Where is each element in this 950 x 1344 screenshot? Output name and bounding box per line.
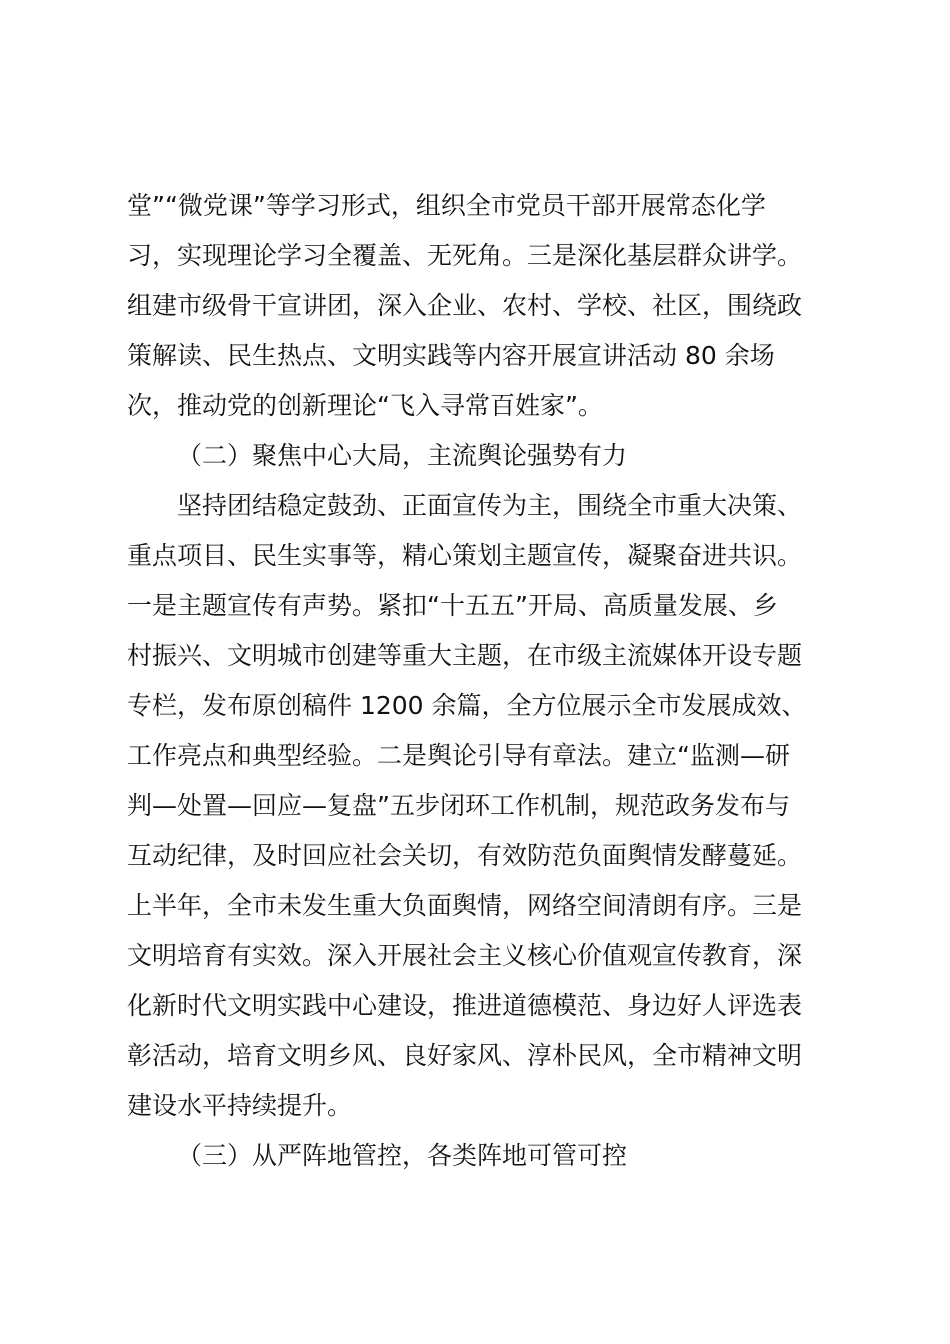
text-line: 化新时代文明实践中心建设，推进道德模范、身边好人评选表 xyxy=(127,991,803,1020)
text-line: 策解读、民生热点、文明实践等内容开展宣讲活动 80 余场 xyxy=(127,341,775,370)
section-heading: （二）聚焦中心大局，主流舆论强势有力 xyxy=(177,441,628,470)
text-line: 一是主题宣传有声势。紧扣“十五五”开局、高质量发展、乡 xyxy=(127,591,778,620)
text-line: 判—处置—回应—复盘”五步闭环工作机制，规范政务发布与 xyxy=(127,791,790,820)
text-line: 重点项目、民生实事等，精心策划主题宣传，凝聚奋进共识。 xyxy=(127,541,803,570)
text-line: 互动纪律，及时回应社会关切，有效防范负面舆情发酵蔓延。 xyxy=(127,841,803,870)
text-line: 文明培育有实效。深入开展社会主义核心价值观宣传教育，深 xyxy=(127,941,803,970)
text-line: 专栏，发布原创稿件 1200 余篇，全方位展示全市发展成效、 xyxy=(127,691,807,720)
text-line: 坚持团结稳定鼓劲、正面宣传为主，围绕全市重大决策、 xyxy=(177,491,803,520)
text-line: 堂”“微党课”等学习形式，组织全市党员干部开展常态化学 xyxy=(127,191,766,220)
text-line: 组建市级骨干宣讲团，深入企业、农村、学校、社区，围绕政 xyxy=(127,291,803,320)
text-line: 工作亮点和典型经验。二是舆论引导有章法。建立“监测—研 xyxy=(127,741,790,770)
text-line: 次，推动党的创新理论“飞入寻常百姓家”。 xyxy=(127,391,603,420)
section-heading: （三）从严阵地管控，各类阵地可管可控 xyxy=(177,1141,628,1170)
text-line: 村振兴、文明城市创建等重大主题，在市级主流媒体开设专题 xyxy=(127,641,803,670)
text-line: 建设水平持续提升。 xyxy=(127,1091,353,1120)
text-line: 彰活动，培育文明乡风、良好家风、淳朴民风，全市精神文明 xyxy=(127,1041,803,1070)
text-line: 习，实现理论学习全覆盖、无死角。三是深化基层群众讲学。 xyxy=(127,241,803,270)
text-line: 上半年，全市未发生重大负面舆情，网络空间清朗有序。三是 xyxy=(127,891,803,920)
